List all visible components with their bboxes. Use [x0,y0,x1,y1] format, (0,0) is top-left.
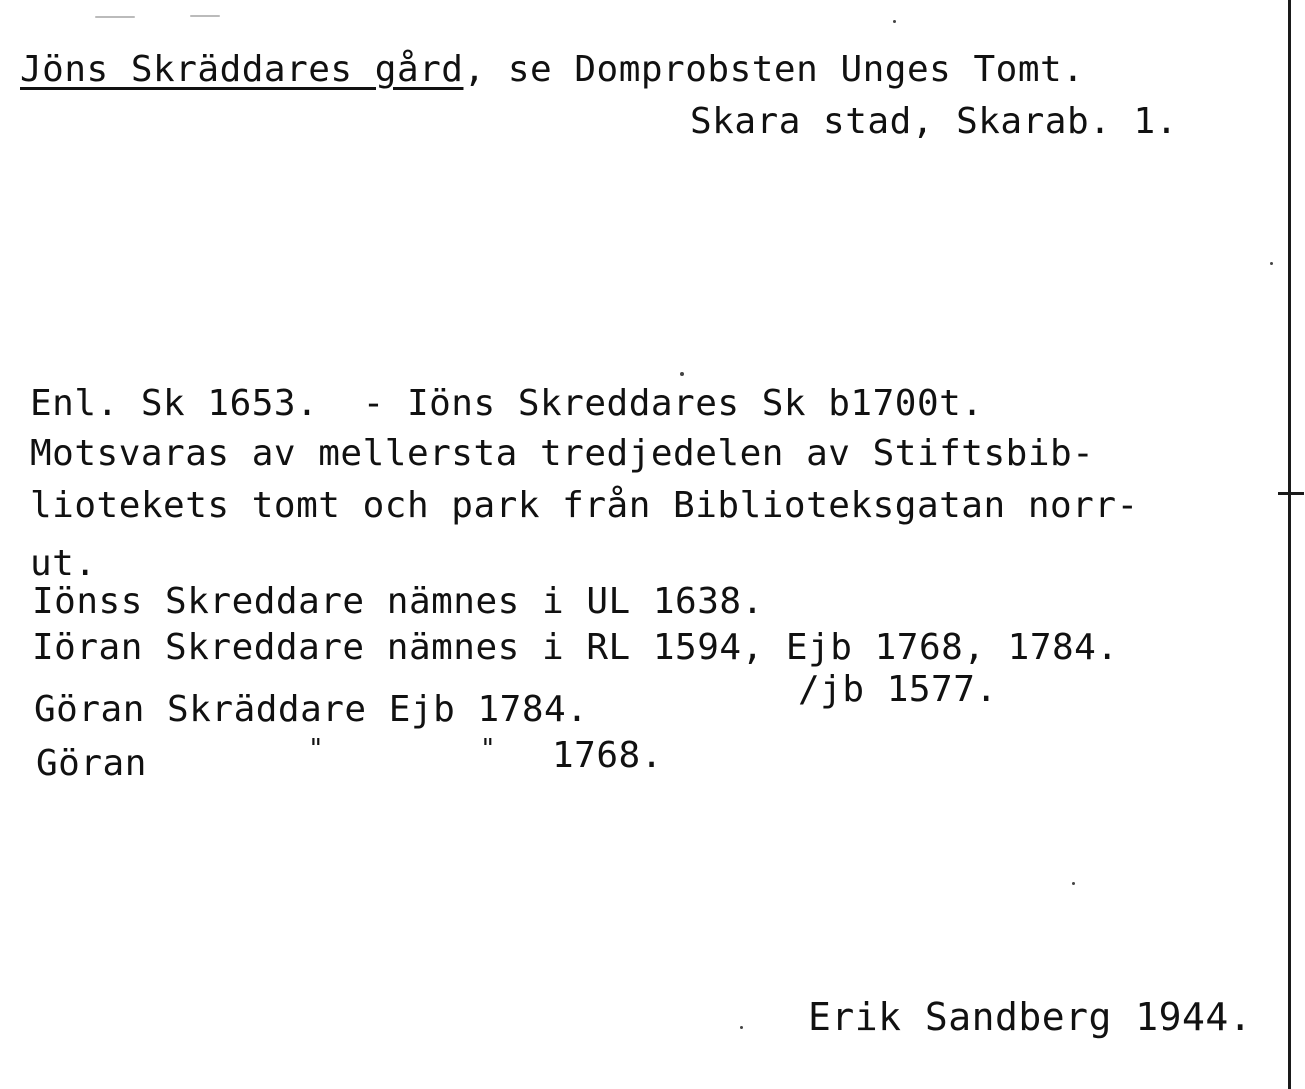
scan-speck [1270,262,1273,265]
heading-name: Jöns Skräddares gård [20,49,464,90]
scan-speck [680,372,684,376]
body-line-5: Iönss Skreddare nämnes i UL 1638. [32,581,764,622]
scan-speck [95,16,135,18]
body-line-7-note: /jb 1577. [798,669,998,710]
scan-speck [190,15,220,17]
card-heading [20,49,1085,90]
body-line-1: Enl. Sk 1653. - Iöns Skreddares Sk b1700t. [30,383,984,424]
body-line-6: Iöran Skreddare nämnes i RL 1594, Ejb 1768, 1784. [32,627,1119,668]
ditto-mark-2: " [480,734,497,764]
ditto-mark-1: " [308,734,325,764]
card-edge-mark [1278,492,1304,495]
heading-location: Skara stad, Skarab. 1. [690,101,1178,142]
card-right-edge [1288,0,1291,1089]
heading-reference: , se Domprobsten Unges Tomt. [463,49,1085,90]
scan-speck [740,1026,743,1029]
body-line-4: ut. [30,543,97,584]
body-line-8-year: 1768. [552,735,663,776]
body-line-8: Göran [36,743,147,784]
body-line-2: Motsvaras av mellersta tredjedelen av Stiftsbib- [30,433,1095,474]
body-line-3: liotekets tomt och park från Biblioteksgatan norr- [30,485,1139,526]
scan-speck [1072,882,1075,885]
scan-speck [893,20,896,23]
body-line-7: Göran Skräddare Ejb 1784. [34,689,589,730]
signature: Erik Sandberg 1944. [808,995,1253,1039]
